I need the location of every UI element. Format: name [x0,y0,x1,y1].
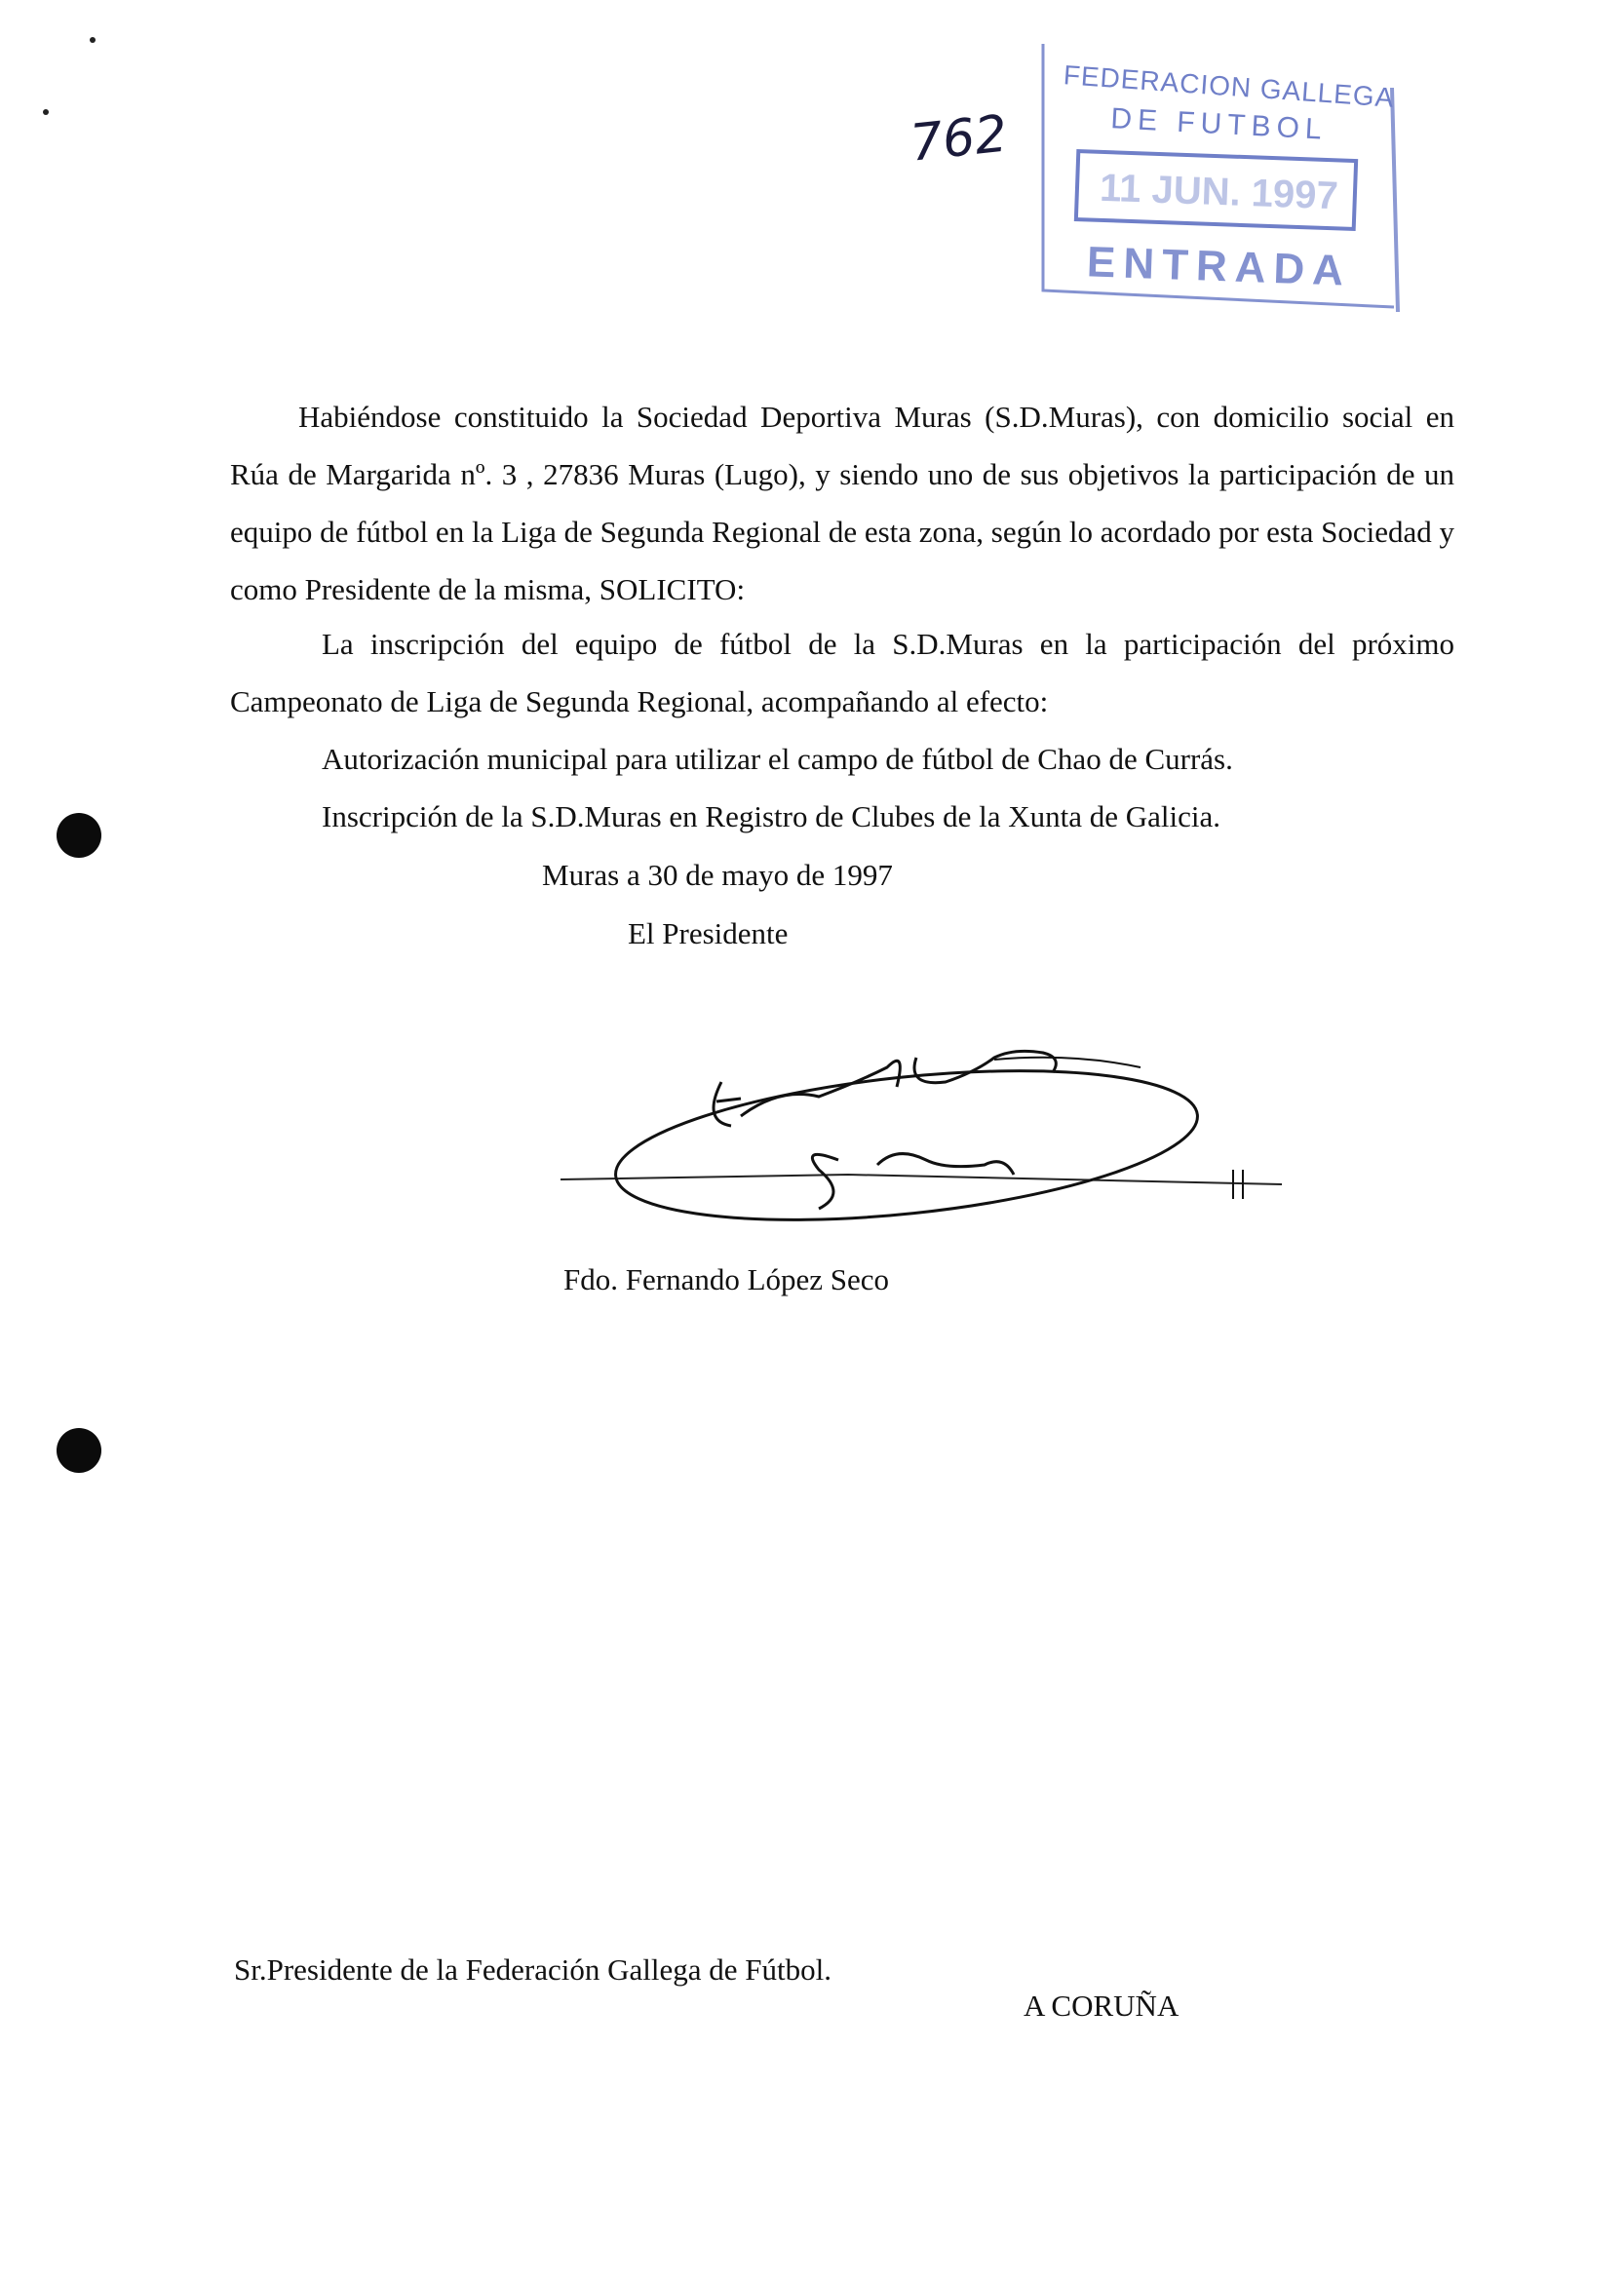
scan-speck [90,37,96,43]
addressee: Sr.Presidente de la Federación Gallega de Fútbol. [234,1952,831,1987]
attachment-1: Autorización municipal para utilizar el campo de fútbol de Chao de Currás. [322,742,1233,776]
handwritten-number: 762 [908,104,1011,174]
stamp-line2: DE FUTBOL [1109,102,1329,146]
punch-hole-bottom [57,1428,101,1473]
stamp-line1: FEDERACION GALLEGA [1062,59,1396,113]
signer-title: El Presidente [628,916,789,950]
paragraph-1: Habiéndose constituido la Sociedad Deportiva Muras (S.D.Muras), con domicilio social en Rúa de Margarida nº. 3 , 27836 Muras (Lugo), y siendo uno de sus objetivos la participación de un equipo de fútbol en la Liga de Segunda Regional de esta zona, según lo acordado por esta Sociedad y como Presidente de la misma, SOLICITO: [230,400,1454,606]
place-date: Muras a 30 de mayo de 1997 [542,858,893,892]
signed-by: Fdo. Fernando López Seco [563,1262,890,1296]
stamp-frame-right [1392,88,1398,312]
entry-stamp [1024,39,1413,331]
stamp-entrada: ENTRADA [1086,238,1352,295]
stamp-date: 11 JUN. 1997 [1099,166,1339,218]
paragraph-2-line-1: La inscripción del equipo de fútbol de la S.D.Muras en la participación del próximo [322,627,1454,661]
city: A CORUÑA [1024,1989,1179,2023]
paragraph-2-line-2: Campeonato de Liga de Segunda Regional, acompañando al efecto: [230,684,1049,718]
signature [556,1028,1287,1223]
punch-hole-top [57,813,101,858]
scan-speck [43,109,49,115]
attachment-2: Inscripción de la S.D.Muras en Registro de Clubes de la Xunta de Galicia. [322,799,1221,833]
